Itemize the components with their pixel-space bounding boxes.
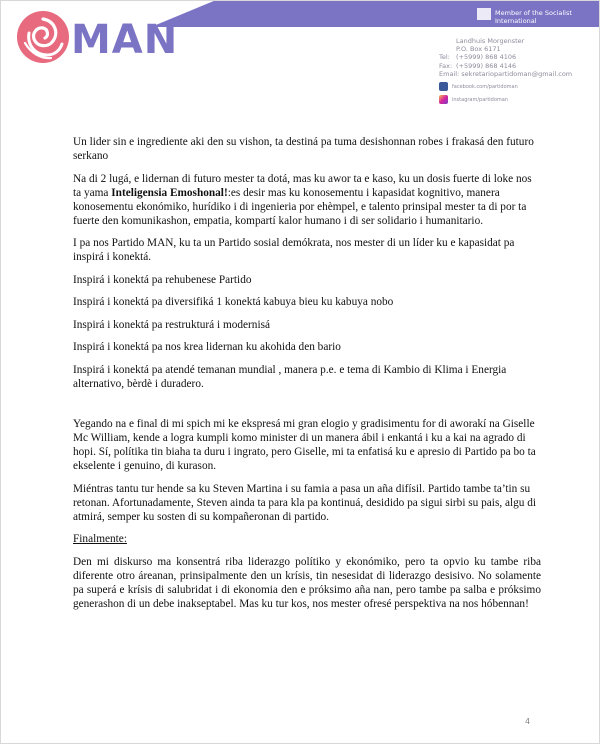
speech-body [73, 135, 541, 619]
list-item: Inspirá i konektá pa restrukturá i modernisá [73, 318, 271, 331]
socialist-international-icon [477, 8, 491, 20]
email-line: Email: sekretariopartidoman@gmail.com [439, 69, 573, 78]
logo-wordmark: MAN [71, 17, 179, 63]
social-links [439, 82, 518, 108]
bold-term: Inteligensia Emoshonal! [111, 186, 228, 199]
paragraph-thanks: Yegando na e final di mi spich mi ke ekspresá mi gran elogio y gradisimentu for di aworakí na Giselle Mc William, kende a logra kumpli komo minister di un manera ábil i enkantá i ku a kai na agrado di hopi. Sí, polítika tin biaha ta duru i ingrato, pero Giselle, mi ta enfatisá ku e apresio di Partido pa bo ta ekselente i genuino, di kurason. [73, 418, 536, 472]
address-line: P.O. Box 6171 [456, 45, 501, 54]
paragraph: I pa nos Partido MAN, ku ta un Partido sosial demókrata, nos mester di un líder ku e kapasidat pa inspirá i konektá. [73, 237, 515, 263]
paragraph-closing: Den mi diskurso ma konsentrá riba liderazgo polítiko y ekonómiko, pero ta opvio ku tambe riba diferente otro áreanan, prinsipalmente den un krísis, tin nesesidat di liderazgo desisivo. No solamente pa superá e krísis di salubridat i di ekonomia den e próksimo aña nan, pero tambe pa salba e próksimo generashon di un debe inakseptabel. Mas ku tur kos, nos mester ofresé perspektiva na nos hóbennan! [73, 555, 541, 610]
list-item: Inspirá i konektá pa diversifiká 1 konektá kabuya bieu ku kabuya nobo [73, 296, 394, 308]
address-block [439, 37, 594, 78]
list-item: Inspirá i konektá pa nos krea lidernan ku akohida den bario [73, 341, 341, 353]
address-line: Landhuis Morgenster [456, 37, 525, 45]
section-heading: Finalmente: [73, 533, 127, 545]
facebook-link: facebook.com/partidoman [439, 82, 518, 94]
paragraph-emotional-intelligence: Na di 2 lugá, e lidernan di futuro mester ta dotá, mas ku awor ta e kaso, ku un dosis fuerte di loke nos ta yama Inteligensia Emoshonal!:es desir mas ku konosementu i kapasidat kognitivo, manera konosementu ekonómiko, hurídiko i di ingenieria por ehèmpel, e talento prinsipal mester ta di por ta fuerte den komunikashon, empatia, kompartí kalor humano i di ser solidario i humanitario. [73, 172, 532, 227]
paragraph: Un lider sin e ingrediente aki den su vishon, ta destiná pa tuma desishonnan robes i frakasá den futuro serkano [73, 136, 534, 162]
fax-line: Fax: (+5999) 868 4146 [439, 61, 517, 70]
paragraph: Miéntras tantu tur hende sa ku Steven Martina i su famia a pasa un aña difísil. Partido tambe ta’tin su retonan. Afortunadamente, Steven ainda ta para kla pa kontinuá, desidido pa sigui sirbi su pais, algu di atmirá, semper ku sosten di su kompañeronan di partido. [73, 482, 537, 523]
spacer [73, 399, 541, 417]
facebook-icon [439, 82, 448, 91]
instagram-icon [439, 95, 448, 104]
instagram-link: instagram/partidoman [439, 95, 518, 107]
list-item: Inspirá i konektá pa rehubenese Partido [73, 273, 252, 286]
si-label: Member of the Socialist International [495, 9, 572, 25]
rose-icon [15, 9, 71, 65]
phone-line: Tel: (+5999) 868 4106 [439, 53, 517, 62]
page-number: 4 [525, 717, 531, 726]
list-item: Inspirá i konektá pa atendé temanan mundial , manera p.e. e tema di Kambio di Klima i Energia alternativo, bèrdè i duradero. [73, 363, 507, 390]
